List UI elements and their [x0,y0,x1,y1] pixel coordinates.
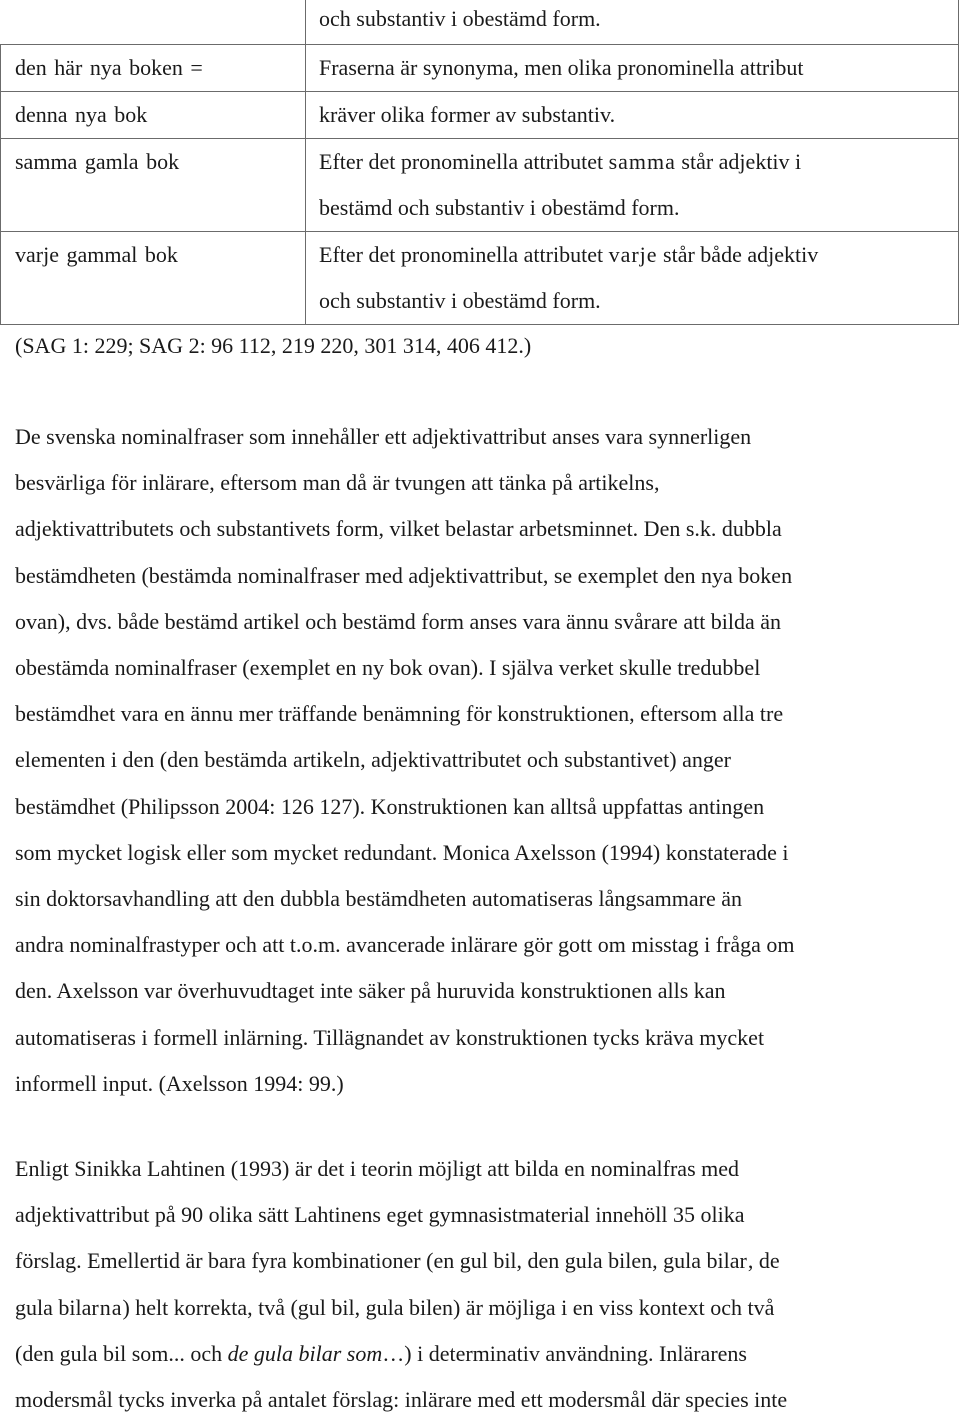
explanation-keyword: samma [608,149,676,174]
explanation-line: Fraserna är synonyma, men olika pronominella attribut [319,55,804,80]
paragraph-line: som mycket logisk eller som mycket redundant. Monica Axelsson (1994) konstaterade i [15,839,789,865]
paragraph-text: , de [747,1248,780,1274]
body-paragraph [15,414,955,1107]
paragraph-line: andra nominalfrastyper och att t.o.m. avancerade inlärare gör gott om misstag i fråga om [15,932,795,958]
paragraph-line: adjektivattributets och substantivets form, vilket belastar arbetsminnet. Den s.k. dubbla [15,516,782,542]
paragraph-text: (den gula bil som... och [15,1340,228,1366]
table-cell-explanation [306,45,959,92]
example-table [0,0,959,325]
paragraph-text: … [382,1340,405,1366]
table-row [1,139,959,232]
paragraph-text: ) helt korrekta, två (gul bil, gula bilen) är möjliga i en viss kontext och två [122,1294,775,1320]
paragraph-line: sin doktorsavhandling att den dubbla bestämdheten automatiseras långsammare än [15,886,743,912]
paragraph-line: De svenska nominalfraser som innehåller ett adjektivattribut anses vara synnerligen [15,424,752,449]
paragraph-text: r [739,1248,748,1274]
table-cell-explanation [306,232,959,325]
explanation-line [319,232,958,278]
italic-example: de gula bilar som [227,1340,383,1366]
explanation-keyword: varje [608,242,658,267]
paragraph-line: bestämdheten (bestämda nominalfraser med adjektivattribut, se exemplet den nya boken [15,562,793,588]
paragraph-line: modersmål tycks inverka på antalet förslag: inlärare med ett modersmål där species inte [15,1387,788,1413]
table-row [1,45,959,92]
paragraph-line: ovan), dvs. både bestämd artikel och bestämd form anses vara ännu svårare att bilda än [15,608,782,634]
paragraph-line: Enligt Sinikka Lahtinen (1993) är det i teorin möjligt att bilda en nominalfras med [15,1156,740,1181]
table-cell-explanation [306,92,959,139]
paragraph-line: automatiseras i formell inlärning. Tillägnandet av konstruktionen tycks kräva mycket [15,1024,765,1050]
explanation-line: kräver olika former av substantiv. [319,102,616,127]
table-row [1,92,959,139]
explanation-text: Efter det pronominella attributet [319,242,609,267]
table-row [1,0,959,45]
paragraph-line: adjektivattribut på 90 olika sätt Lahtinens eget gymnasistmaterial innehöll 35 olika [15,1202,745,1228]
explanation-text: står både adjektiv [657,242,819,267]
paragraph-line [15,1331,955,1377]
paragraph-line [15,1285,955,1331]
paragraph-line: elementen i den (den bestämda artikeln, adjektivattributet och substantivet) anger [15,747,731,773]
paragraph-text: förslag. Emellertid är bara fyra kombinationer (en gul bil, den gula bilen, gula bila [15,1248,740,1274]
table-cell-phrase [1,0,306,45]
paragraph-line: den. Axelsson var överhuvudtaget inte säker på huruvida konstruktionen alls kan [15,978,726,1004]
table-cell-explanation [306,139,959,232]
table-cell-explanation [306,0,959,45]
explanation-line: bestämd och substantiv i obestämd form. [319,195,680,220]
paragraph-line: bestämdhet (Philipsson 2004: 126 127). Konstruktionen kan alltså uppfattas antingen [15,793,765,819]
explanation-line: och substantiv i obestämd form. [319,288,601,313]
explanation-line [319,139,958,185]
table-cell-phrase: den här nya boken = [1,45,306,92]
explanation-text: står adjektiv i [675,149,802,174]
reference-line: (SAG 1: 229; SAG 2: 96 112, 219 220, 301 314, 406 412.) [15,333,532,358]
paragraph-text: ) i determinativ användning. Inlärarens [404,1340,747,1366]
table-cell-phrase: samma gamla bok [1,139,306,232]
explanation-text: Efter det pronominella attributet [319,149,609,174]
table-cell-phrase: denna nya bok [1,92,306,139]
table-row [1,232,959,325]
table-cell-phrase: varje gammal bok [1,232,306,325]
paragraph-line: besvärliga för inlärare, eftersom man då är tvungen att tänka på artikelns, [15,470,660,496]
paragraph-text: gula bila [15,1294,92,1320]
paragraph-line: informell input. (Axelsson 1994: 99.) [15,1070,344,1096]
paragraph-text: rna [91,1294,123,1320]
paragraph-line [15,1238,955,1284]
paragraph-line: bestämdhet vara en ännu mer träffande benämning för konstruktionen, eftersom alla tre [15,701,784,727]
explanation-line: och substantiv i obestämd form. [319,6,601,31]
paragraph-line: obestämda nominalfraser (exemplet en ny bok ovan). I själva verket skulle tredubbel [15,655,761,681]
body-paragraph [15,1146,955,1423]
